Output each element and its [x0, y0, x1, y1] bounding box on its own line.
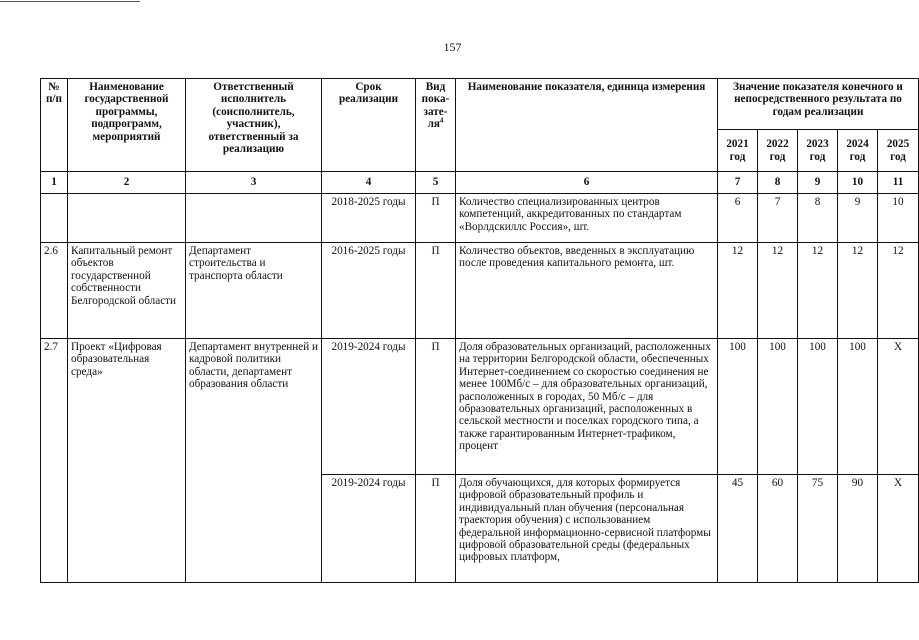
header-year: 2022 год — [758, 130, 798, 172]
row-value-2022: 100 — [758, 339, 798, 475]
column-number: 11 — [878, 172, 919, 194]
header-year: 2024 год — [838, 130, 878, 172]
header-values: Значение показателя конечного и непосредственного результата по годам реализации — [718, 79, 919, 130]
indicators-table — [40, 78, 919, 583]
row-value-2023: 100 — [798, 339, 838, 475]
row-value-2023: 12 — [798, 243, 838, 339]
row-term: 2019-2024 годы — [322, 475, 416, 583]
header-year: 2021 год — [718, 130, 758, 172]
row-value-2024: 90 — [838, 475, 878, 583]
row-value-2021: 45 — [718, 475, 758, 583]
row-value-2025: Х — [878, 475, 919, 583]
row-program: Проект «Цифровая образовательная среда» — [68, 339, 186, 583]
row-value-2023: 8 — [798, 194, 838, 243]
row-executor — [186, 194, 322, 243]
header-indicator: Наименование показателя, единица измерения — [456, 79, 718, 172]
column-number: 8 — [758, 172, 798, 194]
row-value-2023: 75 — [798, 475, 838, 583]
row-value-2021: 100 — [718, 339, 758, 475]
header-type-footnote: 4 — [439, 116, 444, 125]
row-indicator: Доля образовательных организаций, расположенных на территории Белгородской области, обеспеченных Интернет-соединением со скоростью соединения не менее 100Мб/с – для образовательных организаций, расположенных в городах, 50 Мб/с – для образовательных организаций, расположенных в сельской местности и поселках городского типа, а также гарантированным Интернет-трафиком, процент — [456, 339, 718, 475]
row-no — [41, 194, 68, 243]
row-type: П — [416, 475, 456, 583]
row-term: 2018-2025 годы — [322, 194, 416, 243]
column-number: 10 — [838, 172, 878, 194]
scan-edge-line — [0, 1, 140, 2]
row-value-2024: 12 — [838, 243, 878, 339]
header-year: 2025 год — [878, 130, 919, 172]
row-term: 2016-2025 годы — [322, 243, 416, 339]
table-row — [41, 339, 919, 475]
header-row — [41, 79, 919, 130]
row-indicator: Количество объектов, введенных в эксплуатацию после проведения капитального ремонта, шт. — [456, 243, 718, 339]
column-number: 6 — [456, 172, 718, 194]
table-row — [41, 243, 919, 339]
column-number: 5 — [416, 172, 456, 194]
row-program — [68, 194, 186, 243]
header-year: 2023 год — [798, 130, 838, 172]
row-no: 2.7 — [41, 339, 68, 583]
row-value-2024: 100 — [838, 339, 878, 475]
column-number: 7 — [718, 172, 758, 194]
header-executor: Ответственный исполнитель (соисполнитель, участник), ответственный за реализацию — [186, 79, 322, 172]
header-type-label: Вид пока- зате- ля — [421, 81, 450, 131]
row-value-2025: 12 — [878, 243, 919, 339]
row-value-2022: 60 — [758, 475, 798, 583]
row-no: 2.6 — [41, 243, 68, 339]
row-value-2022: 7 — [758, 194, 798, 243]
row-program: Капитальный ремонт объектов государственной собственности Белгородской области — [68, 243, 186, 339]
header-no: № п/п — [41, 79, 68, 172]
row-value-2024: 9 — [838, 194, 878, 243]
header-program: Наименование государственной программы, подпрограмм, мероприятий — [68, 79, 186, 172]
row-value-2021: 6 — [718, 194, 758, 243]
row-type: П — [416, 339, 456, 475]
header-term: Срок реализации — [322, 79, 416, 172]
table-row — [41, 194, 919, 243]
column-numbers-row — [41, 172, 919, 194]
row-executor: Департамент внутренней и кадровой политики области, департамент образования области — [186, 339, 322, 583]
row-indicator: Количество специализированных центров компетенций, аккредитованных по стандартам «Ворлдскиллс Россия», шт. — [456, 194, 718, 243]
row-value-2025: 10 — [878, 194, 919, 243]
row-executor: Департамент строительства и транспорта области — [186, 243, 322, 339]
column-number: 2 — [68, 172, 186, 194]
row-type: П — [416, 194, 456, 243]
row-term: 2019-2024 годы — [322, 339, 416, 475]
row-value-2025: Х — [878, 339, 919, 475]
row-value-2022: 12 — [758, 243, 798, 339]
row-indicator: Доля обучающихся, для которых формируется цифровой образовательный профиль и индивидуальный план обучения (персональная траектория обучения) с использованием федеральной информационно-сервисной платформы цифровой образовательной среды (федеральных цифровых платформ, — [456, 475, 718, 583]
column-number: 9 — [798, 172, 838, 194]
header-type — [416, 79, 456, 172]
row-value-2021: 12 — [718, 243, 758, 339]
column-number: 1 — [41, 172, 68, 194]
row-type: П — [416, 243, 456, 339]
column-number: 4 — [322, 172, 416, 194]
column-number: 3 — [186, 172, 322, 194]
page-number: 157 — [443, 40, 462, 54]
